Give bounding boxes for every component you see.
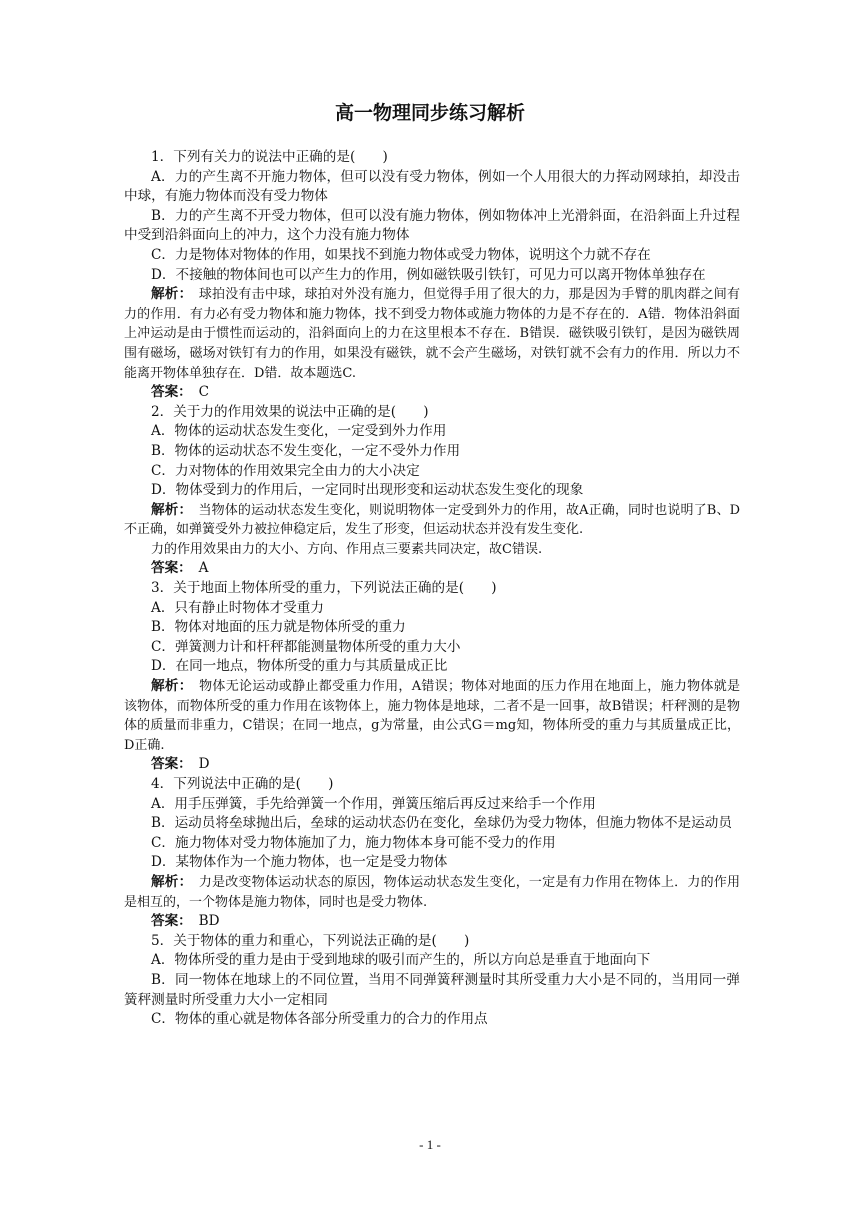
answer-label: 答案： [151,756,185,773]
document-body [124,148,740,1030]
answer-option [124,266,740,286]
paragraph-text: 球拍没有击中球，球拍对外没有施力，但觉得手用了很大的力，那是因为手臂的肌肉群之间有力的作用．有力必有受力物体和施力物体，找不到受力物体或施力物体的力是不存在的．A错．物体沿斜面上冲运动是由于惯性而运动的，沿斜面向上的力在这里根本不存在．B错误．磁铁吸引铁钉，是因为磁铁周围有磁场，磁场对铁钉有力的作用，如果没有磁铁，就不会产生磁场，对铁钉就不会有力的作用．所以力不能离开物体单独存在．D错．故本题选C. [124,287,740,381]
answer-option [124,618,740,638]
explanation [124,285,740,383]
paragraph-text: C [184,384,209,401]
answer-option [124,599,740,619]
paragraph-text: 2．关于力的作用效果的说法中正确的是( ) [151,403,429,420]
paragraph-text: A．物体所受的重力是由于受到地球的吸引而产生的，所以方向总是垂直于地面向下 [151,952,651,969]
paragraph-text: B．物体的运动状态不发生变化，一定不受外力作用 [151,442,461,459]
answer-option [124,168,740,207]
paragraph-text: C．物体的重心就是物体各部分所受重力的合力的作用点 [151,1011,488,1028]
question-stem [124,579,740,599]
answer-option [124,657,740,677]
answer-option [124,814,740,834]
answer-option [124,638,740,658]
paragraph-text: C．施力物体对受力物体施加了力，施力物体本身可能不受力的作用 [151,834,556,851]
paragraph-text: D．某物体作为一个施力物体，也一定是受力物体 [151,854,448,871]
question-stem [124,148,740,168]
page-number: - 1 - [419,1137,441,1152]
answer-option [124,462,740,482]
answer-option [124,834,740,854]
question-stem [124,775,740,795]
paragraph-text: C．弹簧测力计和杆秤都能测量物体所受的重力大小 [151,638,461,655]
paragraph-text: 3．关于地面上物体所受的重力，下列说法正确的是( ) [151,580,497,597]
answer-label: 答案： [151,913,185,930]
answer-option [124,1010,740,1030]
paragraph-text: 力是改变物体运动状态的原因，物体运动状态发生变化，一定是有力作用在物体上．力的作用是相互的，一个物体是施力物体，同时也是受力物体. [124,874,740,910]
paragraph-text: 4．下列说法中正确的是( ) [151,776,334,792]
paragraph-text: D．不接触的物体间也可以产生力的作用，例如磁铁吸引铁钉，可见力可以离开物体单独存在 [151,266,706,283]
paragraph-text: C．力对物体的作用效果完全由力的大小决定 [151,462,420,479]
answer-line [124,755,740,775]
answer-option [124,246,740,266]
paragraph-text: A．只有静止时物体才受重力 [151,599,324,616]
answer-line [124,383,740,403]
question-stem [124,932,740,952]
page-title: 高一物理同步练习解析 [334,102,525,124]
paragraph-text: B．力的产生离不开受力物体，但可以没有施力物体，例如物体冲上光滑斜面，在沿斜面上升过程中受到沿斜面向上的冲力，这个力没有施力物体 [124,207,740,244]
answer-option [124,971,740,1010]
answer-option [124,795,740,815]
answer-label: 答案： [151,384,185,401]
explanation-label: 解析： [151,873,186,890]
paragraph-text: 5．关于物体的重力和重心，下列说法正确的是( ) [151,932,470,949]
answer-option [124,207,740,246]
paragraph-text: D [184,756,210,773]
explanation [124,501,740,540]
answer-line [124,912,740,932]
explanation [124,540,740,560]
paragraph-text: 1．下列有关力的说法中正确的是( ) [151,149,388,165]
answer-option [124,481,740,501]
answer-option [124,951,740,971]
paragraph-text: D．物体受到力的作用后，一定同时出现形变和运动状态发生变化的现象 [151,482,584,499]
answer-line [124,559,740,579]
paragraph-text: A．用手压弹簧，手先给弹簧一个作用，弹簧压缩后再反过来给手一个作用 [151,795,596,812]
answer-label: 答案： [151,560,185,577]
answer-option [124,853,740,873]
paragraph-text: A [184,560,209,577]
answer-option [124,442,740,462]
paragraph-text: D．在同一地点，物体所受的重力与其质量成正比 [151,658,448,675]
paragraph-text: 当物体的运动状态发生变化，则说明物体一定受到外力的作用，故A正确，同时也说明了B、D不正确，如弹簧受外力被拉伸稳定后，发生了形变，但运动状态并没有发生变化. [124,502,740,538]
paragraph-text: B．运动员将垒球抛出后，垒球的运动状态仍在变化，垒球仍为受力物体，但施力物体不是运动员 [151,815,732,832]
paragraph-text: BD [184,913,220,930]
paragraph-text: 力的作用效果由力的大小、方向、作用点三要素共同决定，故C错误. [151,541,543,557]
paragraph-text: C．力是物体对物体的作用，如果找不到施力物体或受力物体，说明这个力就不存在 [151,246,651,263]
paragraph-text: B．物体对地面的压力就是物体所受的重力 [151,619,406,636]
explanation [124,873,740,912]
paragraph-text: A．力的产生离不开施力物体，但可以没有受力物体，例如一个人用很大的力挥动网球拍，却没击中球，有施力物体而没有受力物体 [124,168,740,205]
explanation-label: 解析： [151,286,186,303]
paragraph-text: 物体无论运动或静止都受重力作用，A错误；物体对地面的压力作用在地面上，施力物体就是该物体，而物体所受的重力作用在该物体上，施力物体是地球，二者不是一回事，故B错误；杆秤测的是物体的质量而非重力，C错误；在同一地点，g为常量，由公式G＝mg知，物体所受的重力与其质量成正比，D正确. [124,679,740,753]
question-stem [124,403,740,423]
explanation-label: 解析： [151,678,186,695]
answer-option [124,422,740,442]
explanation [124,677,740,755]
paragraph-text: A．物体的运动状态发生变化，一定受到外力作用 [151,423,447,440]
explanation-label: 解析： [151,501,186,518]
paragraph-text: B．同一物体在地球上的不同位置，当用不同弹簧秤测量时其所受重力大小是不同的，当用同一弹簧秤测量时所受重力大小一定相同 [124,971,740,1008]
